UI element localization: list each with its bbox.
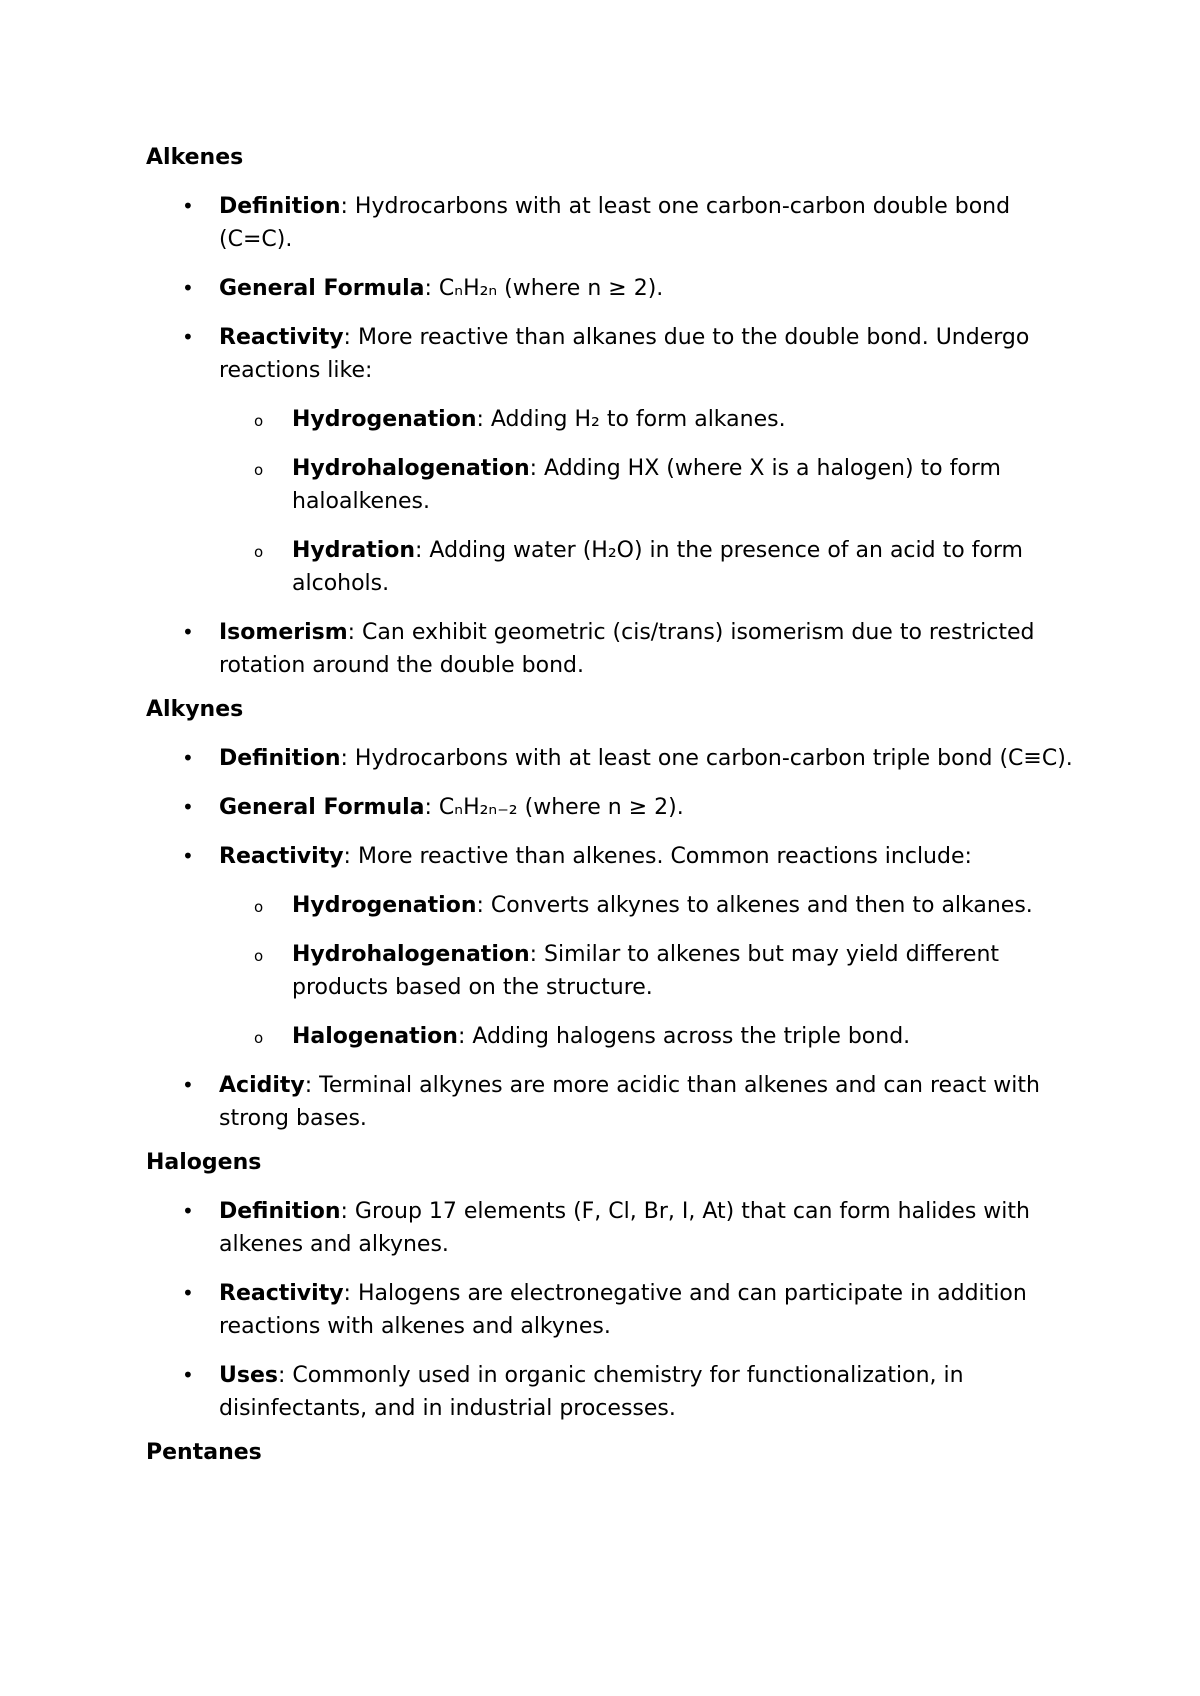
- section-halogens: [146, 1146, 1080, 1425]
- circle-bullet-icon: o: [254, 947, 264, 965]
- circle-bullet-icon: o: [254, 1029, 264, 1047]
- list-item: [146, 1359, 1080, 1425]
- term-label: Definition: [219, 746, 341, 771]
- item-text: : Hydrocarbons with at least one carbon-carbon triple bond (C≡C).: [340, 746, 1073, 771]
- sub-list: [219, 403, 1080, 600]
- term-label: Uses: [219, 1363, 278, 1388]
- sub-list-item: [254, 534, 1080, 600]
- bullet-icon: •: [182, 844, 194, 868]
- list-item: [146, 272, 1080, 305]
- term-label: General Formula: [219, 276, 425, 301]
- list-item: [146, 1069, 1080, 1135]
- term-label: Acidity: [219, 1073, 305, 1098]
- bullet-icon: •: [182, 1281, 194, 1305]
- section-alkenes: [146, 141, 1080, 682]
- term-label: Hydrohalogenation: [292, 456, 530, 481]
- term-label: Hydration: [292, 538, 416, 563]
- term-label: Reactivity: [219, 325, 344, 350]
- term-label: General Formula: [219, 795, 425, 820]
- item-text: : Adding H₂ to form alkanes.: [476, 407, 786, 432]
- bullet-icon: •: [182, 276, 194, 300]
- bullet-icon: •: [182, 1199, 194, 1223]
- sub-list-item: [254, 889, 1080, 922]
- term-label: Hydrogenation: [292, 893, 477, 918]
- section-alkynes: [146, 693, 1080, 1135]
- bullet-icon: •: [182, 795, 194, 819]
- bullet-icon: •: [182, 325, 194, 349]
- list-item: [146, 190, 1080, 256]
- term-label: Definition: [219, 194, 341, 219]
- section-heading: Pentanes: [146, 1440, 262, 1465]
- item-text: : Adding water (H₂O) in the presence of an acid to form alcohols.: [292, 538, 1023, 596]
- list-item: [146, 321, 1080, 600]
- sub-list: [219, 889, 1080, 1053]
- item-text: : Group 17 elements (F, Cl, Br, I, At) that can form halides with alkenes and alkynes.: [219, 1199, 1030, 1257]
- sub-list-item: [254, 938, 1080, 1004]
- item-text: : Commonly used in organic chemistry for functionalization, in disinfectants, and in industrial processes.: [219, 1363, 964, 1421]
- term-label: Definition: [219, 1199, 341, 1224]
- item-text: : Terminal alkynes are more acidic than alkenes and can react with strong bases.: [219, 1073, 1040, 1131]
- bullet-icon: •: [182, 1363, 194, 1387]
- bullet-list: [146, 742, 1080, 1135]
- item-text: : More reactive than alkanes due to the double bond. Undergo reactions like:: [219, 325, 1030, 383]
- item-text: : Adding HX (where X is a halogen) to form haloalkenes.: [292, 456, 1001, 514]
- circle-bullet-icon: o: [254, 412, 264, 430]
- sub-list-item: [254, 403, 1080, 436]
- item-text: : Similar to alkenes but may yield different products based on the structure.: [292, 942, 1000, 1000]
- circle-bullet-icon: o: [254, 543, 264, 561]
- item-text: : CₙH₂ₙ (where n ≥ 2).: [424, 276, 664, 301]
- term-label: Reactivity: [219, 844, 344, 869]
- list-item: [146, 1195, 1080, 1261]
- bullet-list: [146, 1195, 1080, 1425]
- list-item: [146, 616, 1080, 682]
- term-label: Reactivity: [219, 1281, 344, 1306]
- circle-bullet-icon: o: [254, 461, 264, 479]
- sub-list-item: [254, 1020, 1080, 1053]
- section-heading: Alkenes: [146, 145, 244, 170]
- circle-bullet-icon: o: [254, 898, 264, 916]
- item-text: : CₙH₂ₙ₋₂ (where n ≥ 2).: [424, 795, 684, 820]
- bullet-icon: •: [182, 620, 194, 644]
- item-text: : Can exhibit geometric (cis/trans) isomerism due to restricted rotation around the double bond.: [219, 620, 1035, 678]
- sub-list-item: [254, 452, 1080, 518]
- term-label: Isomerism: [219, 620, 348, 645]
- bullet-list: [146, 190, 1080, 682]
- bullet-icon: •: [182, 1073, 194, 1097]
- bullet-icon: •: [182, 746, 194, 770]
- term-label: Hydrohalogenation: [292, 942, 530, 967]
- list-item: [146, 791, 1080, 824]
- item-text: : Halogens are electronegative and can participate in addition reactions with alkenes and alkynes.: [219, 1281, 1027, 1339]
- item-text: : Adding halogens across the triple bond.: [457, 1024, 911, 1049]
- item-text: : Hydrocarbons with at least one carbon-carbon double bond (C=C).: [219, 194, 1011, 252]
- section-heading: Halogens: [146, 1150, 262, 1175]
- list-item: [146, 742, 1080, 775]
- section-pentanes: [146, 1436, 1080, 1469]
- section-heading: Alkynes: [146, 697, 244, 722]
- item-text: : Converts alkynes to alkenes and then to alkanes.: [476, 893, 1033, 918]
- term-label: Hydrogenation: [292, 407, 477, 432]
- list-item: [146, 1277, 1080, 1343]
- list-item: [146, 840, 1080, 1053]
- bullet-icon: •: [182, 194, 194, 218]
- term-label: Halogenation: [292, 1024, 458, 1049]
- item-text: : More reactive than alkenes. Common reactions include:: [343, 844, 972, 869]
